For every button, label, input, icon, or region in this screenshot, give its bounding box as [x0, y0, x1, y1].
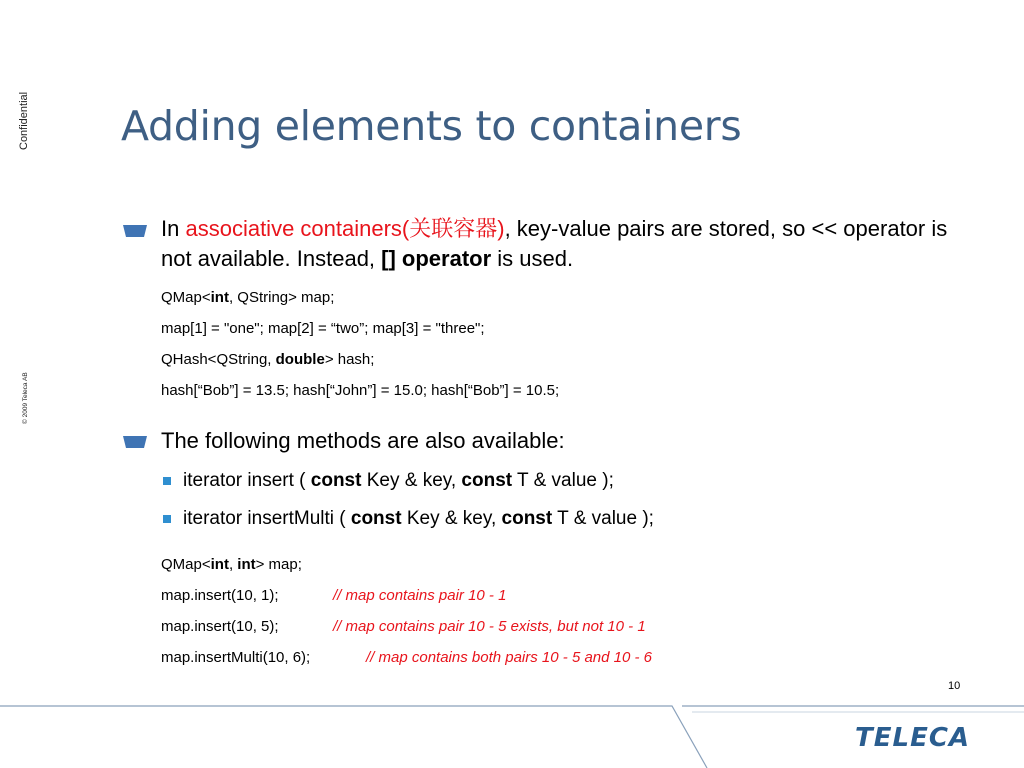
code-keyword: int — [210, 289, 229, 306]
code-text: QMap< — [161, 556, 211, 573]
code-line — [161, 320, 485, 337]
code-text: > map; — [255, 556, 302, 573]
bullet1-pre: In — [161, 216, 186, 241]
confidential-label: Confidential — [18, 91, 30, 150]
method-keyword: const — [461, 470, 513, 491]
method-keyword: const — [501, 508, 553, 529]
code-text: map.insertMulti(10, 6); — [161, 649, 311, 666]
method-text: iterator insert ( — [183, 470, 311, 491]
code-text: > hash; — [324, 351, 375, 368]
method-keyword: const — [310, 470, 362, 491]
code-keyword: int — [237, 556, 256, 573]
method-text: Key & key, — [361, 470, 462, 491]
square-bullet-icon — [163, 515, 171, 523]
confidential-label-wrap — [18, 80, 32, 150]
bullet-icon — [123, 436, 147, 448]
bullet-methods-available: The following methods are also available: — [161, 428, 565, 453]
bullet1-post: is used. — [491, 246, 574, 271]
method-text: T & value ); — [552, 508, 654, 529]
code-line — [161, 382, 559, 399]
code-keyword: double — [275, 351, 325, 368]
code-line — [161, 618, 279, 635]
method-text: T & value ); — [512, 470, 614, 491]
code-keyword: int — [210, 556, 229, 573]
logo-text: TELECA — [855, 723, 971, 750]
page-number: 10 — [948, 680, 961, 692]
bullet1-bold: [] operator — [381, 246, 492, 271]
code-text: QHash<QString, — [161, 351, 276, 368]
slide-title: Adding elements to containers — [121, 102, 742, 150]
code-line — [161, 587, 279, 604]
method-text: Key & key, — [401, 508, 502, 529]
teleca-logo — [855, 722, 990, 750]
code-text: , QString> map; — [228, 289, 335, 306]
code-comment: // map contains both pairs 10 - 5 and 10 - 6 — [366, 649, 653, 666]
code-text: QMap< — [161, 289, 211, 306]
method-keyword: const — [350, 508, 402, 529]
bullet1-mid: , key-value pairs are stored, so << operator is not available. Instead, — [161, 216, 948, 271]
bullet-icon — [123, 225, 147, 237]
method-text: iterator insertMulti ( — [183, 508, 351, 529]
code-comment: // map contains pair 10 - 5 exists, but not 10 - 1 — [333, 618, 646, 635]
code-text: map[1] = "one"; map[2] = “two”; map[3] = "three"; — [161, 320, 485, 337]
bullet-associative-containers — [161, 214, 961, 274]
code-text: map.insert(10, 5); — [161, 618, 279, 635]
method-insert-multi — [183, 508, 654, 530]
code-text: , — [228, 556, 238, 573]
code-line — [161, 351, 374, 368]
code-line — [161, 649, 310, 666]
code-line — [161, 556, 302, 573]
code-text: map.insert(10, 1); — [161, 587, 279, 604]
copyright-label: © 2009 Teleca AB — [22, 372, 29, 424]
code-text: hash[“Bob”] = 13.5; hash[“John”] = 15.0; hash[“Bob”] = 10.5; — [161, 382, 560, 399]
bullet1-highlight: associative containers(关联容器) — [185, 216, 505, 241]
copyright-label-wrap — [22, 362, 32, 424]
square-bullet-icon — [163, 477, 171, 485]
code-line — [161, 289, 334, 306]
method-insert — [183, 470, 614, 492]
code-comment: // map contains pair 10 - 1 — [333, 587, 507, 604]
